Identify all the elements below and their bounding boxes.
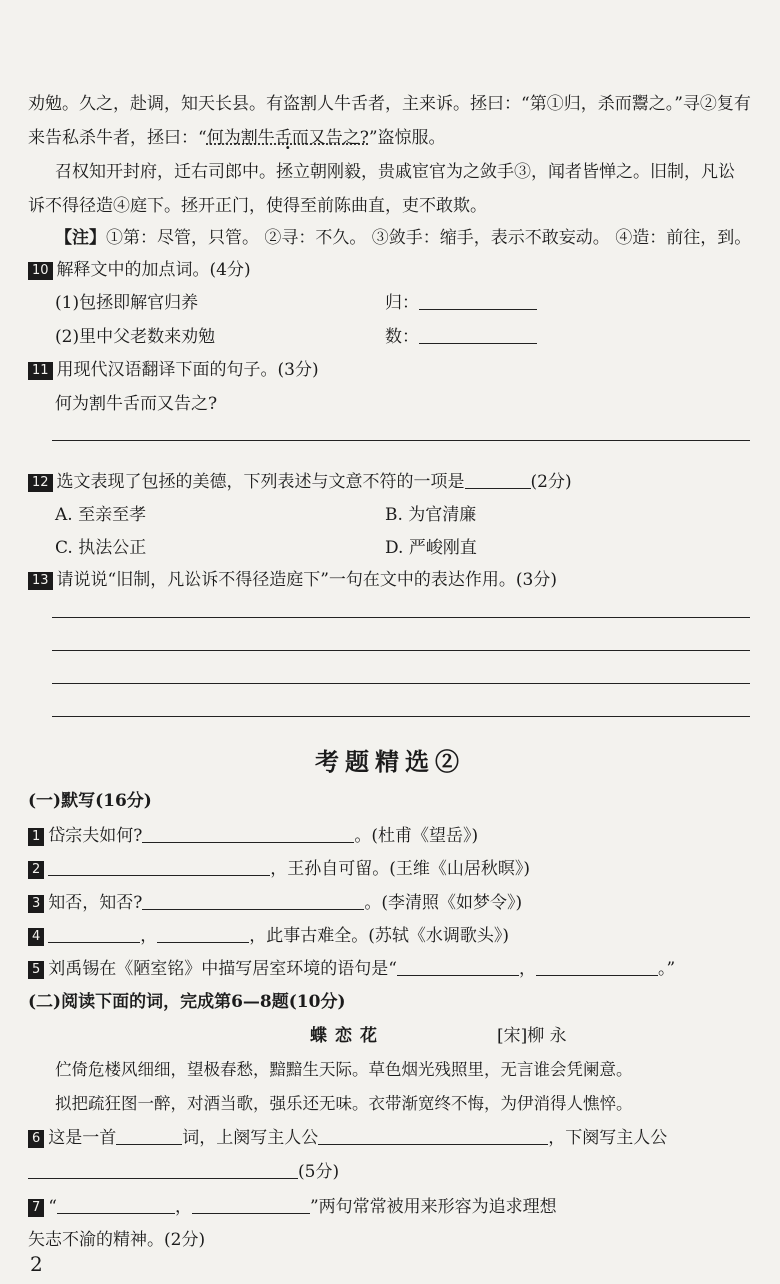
dictation-5: 5 刘禹锡在《陋室铭》中描写居室环境的语句是“ ， 。” [28, 957, 752, 981]
q10-item-1: (1)包拯即解官归养 [55, 293, 199, 313]
answer-blank[interactable] [192, 1195, 310, 1214]
passage-line-4: 诉不得径造④庭下。拯开正门，使得至前陈曲直，吏不敢欺。 [28, 196, 487, 216]
question-number: 2 [28, 861, 44, 879]
question-11: 11 用现代汉语翻译下面的句子。(3分) [28, 358, 752, 382]
question-number: 3 [28, 895, 44, 913]
question-13: 13 请说说“旧制，凡讼诉不得径造庭下”一句在文中的表达作用。(3分) [28, 568, 752, 592]
question-number: 6 [28, 1130, 44, 1148]
answer-blank[interactable] [142, 891, 364, 910]
part-2-heading: (二)阅读下面的词，完成第6—8题(10分) [28, 992, 346, 1012]
option-d[interactable]: D. 严峻刚直 [385, 538, 477, 558]
question-12: 12 选文表现了包拯的美德，下列表述与文意不符的一项是 (2分) [28, 470, 752, 494]
answer-blank[interactable] [318, 1126, 548, 1145]
question-number: 11 [28, 362, 53, 380]
answer-blank[interactable] [57, 1195, 175, 1214]
answer-blank[interactable] [397, 957, 519, 976]
answer-line[interactable] [52, 617, 750, 618]
answer-blank[interactable] [465, 470, 531, 489]
question-number: 5 [28, 961, 44, 979]
answer-blank[interactable] [48, 857, 270, 876]
answer-blank[interactable] [419, 291, 537, 310]
answer-line[interactable] [52, 440, 750, 441]
poem-author: [宋]柳 永 [497, 1026, 567, 1046]
q10-answer-2: 数： [385, 325, 752, 349]
section-title: 考题精选② [315, 747, 465, 776]
question-number: 10 [28, 262, 53, 280]
passage-line-3: 召权知开封府，迁右司郎中。拯立朝刚毅，贵戚宦官为之敛手③，闻者皆惮之。旧制，凡讼 [55, 162, 735, 182]
answer-line[interactable] [52, 716, 750, 717]
passage-line-1: 劝勉。久之，赴调，知天长县。有盗割人牛舌者，主来诉。拯曰：“第①归，杀而鬻之。”寻②复有 [28, 94, 751, 114]
notes: 【注】①第：尽管，只管。 ②寻：不久。 ③敛手：缩手，表示不敢妄动。 ④造：前往，到。 [55, 228, 752, 248]
answer-blank[interactable] [419, 325, 537, 344]
question-7-cont: 矢志不渝的精神。(2分) [28, 1230, 206, 1250]
answer-blank[interactable] [157, 924, 249, 943]
question-6-cont: (5分) [28, 1160, 752, 1184]
question-number: 1 [28, 828, 44, 846]
answer-blank[interactable] [116, 1126, 182, 1145]
option-c[interactable]: C. 执法公正 [55, 538, 147, 558]
quoted-sentence: 何为割牛舌而又告之? · [207, 128, 369, 148]
part-1-heading: (一)默写(16分) [28, 791, 152, 811]
dictation-2: 2 ，王孙自可留。(王维《山居秋暝》) [28, 857, 752, 881]
answer-line[interactable] [52, 650, 750, 651]
passage-line-2: 来告私杀牛者，拯曰：“何为割牛舌而又告之? ·”盗惊服。 [28, 126, 752, 150]
poem-title: 蝶恋花 [310, 1026, 385, 1046]
q11-sentence: 何为割牛舌而又告之? [55, 394, 218, 414]
question-number: 13 [28, 572, 53, 590]
q10-item-2: (2)里中父老数来劝勉 [55, 327, 216, 347]
question-10: 10 解释文中的加点词。(4分) [28, 258, 752, 282]
answer-blank[interactable] [28, 1160, 298, 1179]
question-number: 7 [28, 1199, 44, 1217]
page-number: 2 [30, 1252, 43, 1276]
dictation-4: 4 ， ，此事古难全。(苏轼《水调歌头》) [28, 924, 752, 948]
option-a[interactable]: A. 至亲至孝 [55, 505, 147, 525]
poem-line-1: 伫倚危楼风细细，望极春愁，黯黯生天际。草色烟光残照里，无言谁会凭阑意。 [55, 1060, 633, 1079]
question-number: 4 [28, 928, 44, 946]
q10-answer-1: 归： [385, 291, 752, 315]
poem-line-2: 拟把疏狂图一醉，对酒当歌，强乐还无味。衣带渐宽终不悔，为伊消得人憔悴。 [55, 1094, 633, 1113]
dictation-1: 1 岱宗夫如何? 。(杜甫《望岳》) [28, 824, 752, 848]
question-6: 6 这是一首 词，上阕写主人公 ，下阕写主人公 [28, 1126, 752, 1150]
option-b[interactable]: B. 为官清廉 [385, 505, 477, 525]
question-number: 12 [28, 474, 53, 492]
answer-line[interactable] [52, 683, 750, 684]
answer-blank[interactable] [536, 957, 658, 976]
dictation-3: 3 知否，知否? 。(李清照《如梦令》) [28, 891, 752, 915]
answer-blank[interactable] [142, 824, 354, 843]
question-7: 7 “ ， ”两句常常被用来形容为追求理想 [28, 1195, 752, 1219]
answer-blank[interactable] [48, 924, 140, 943]
